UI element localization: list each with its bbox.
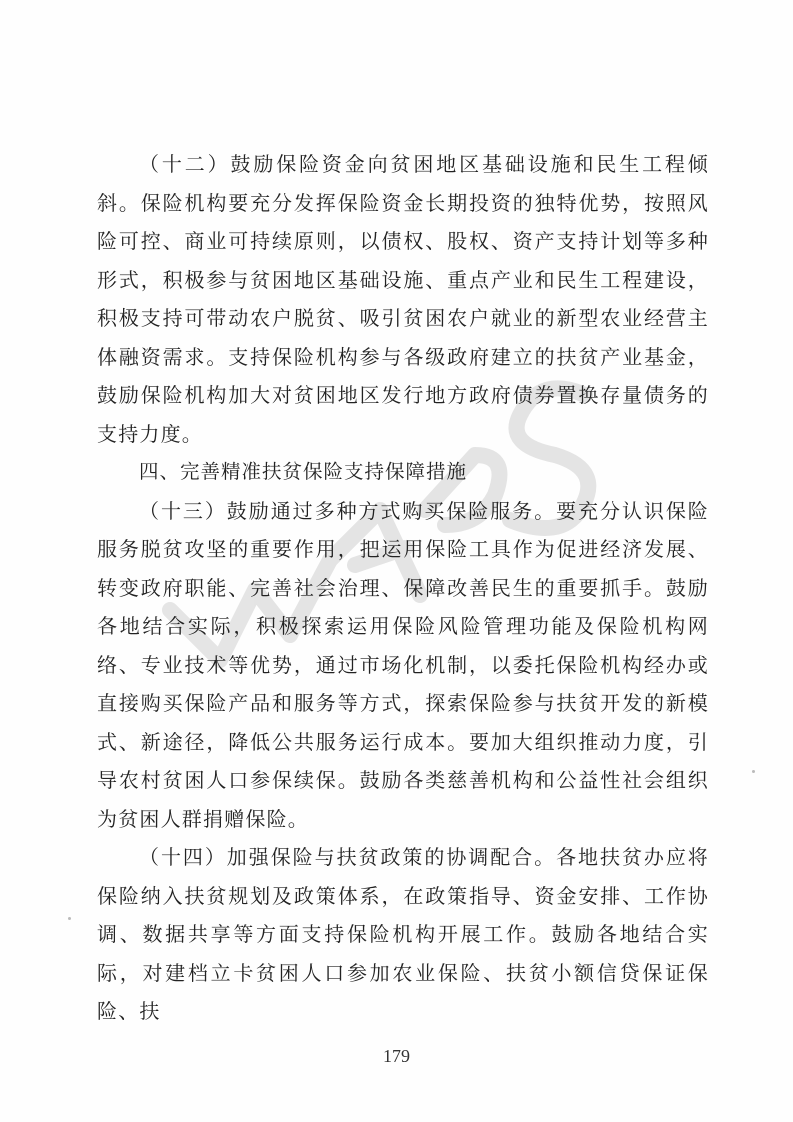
paragraph-twelve: （十二）鼓励保险资金向贫困地区基础设施和民生工程倾斜。保险机构要充分发挥保险资金长期投资的独特优势，按照风险可控、商业可持续原则，以债权、股权、资产支持计划等多种形式，积极参与贫困地区基础设施、重点产业和民生工程建设，积极支持可带动农户脱贫、吸引贫困农户就业的新型农业经营主体融资需求。支持保险机构参与各级政府建立的扶贫产业基金，鼓励保险机构加大对贫困地区发行地方政府债券置换存量债务的支持力度。 [97, 152, 709, 446]
paragraph-fourteen: （十四）加强保险与扶贫政策的协调配合。各地扶贫办应将保险纳入扶贫规划及政策体系，在政策指导、资金安排、工作协调、数据共享等方面支持保险机构开展工作。鼓励各地结合实际，对建档立卡贫困人口参加农业保险、扶贫小额信贷保证保险、扶 [97, 845, 709, 1023]
paragraph-thirteen: （十三）鼓励通过多种方式购买保险服务。要充分认识保险服务脱贫攻坚的重要作用，把运用保险工具作为促进经济发展、转变政府职能、完善社会治理、保障改善民生的重要抓手。鼓励各地结合实际，积极探索运用保险风险管理功能及保险机构网络、专业技术等优势，通过市场化机制，以委托保险机构经办或直接购买保险产品和服务等方式，探索保险参与扶贫开发的新模式、新途径，降低公共服务运行成本。要加大组织推动力度，引导农村贫困人口参保续保。鼓励各类慈善机构和公益性社会组织为贫困人群捐赠保险。 [97, 498, 709, 831]
scan-artifact-dot [68, 917, 71, 920]
page-number: 179 [383, 1046, 410, 1066]
document-body [97, 145, 709, 1031]
section-heading-four: 四、完善精准扶贫保险支持保障措施 [139, 460, 468, 483]
scan-artifact-dot [752, 770, 755, 773]
